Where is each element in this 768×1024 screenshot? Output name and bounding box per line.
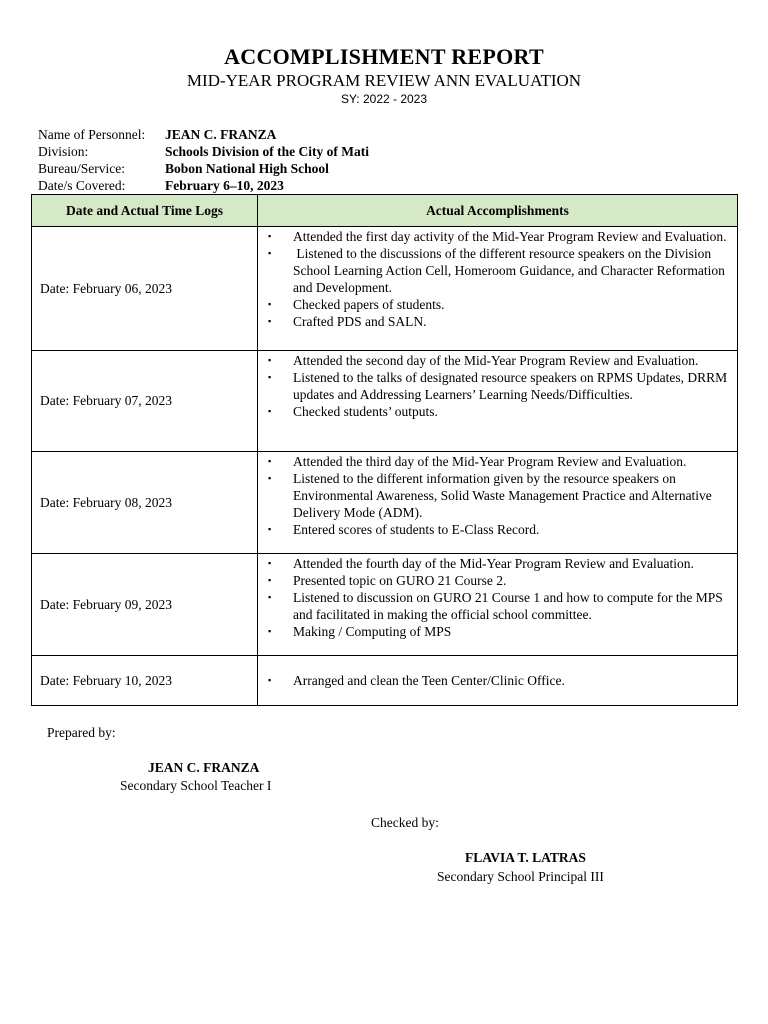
checked-by-name: FLAVIA T. LATRAS — [465, 850, 586, 865]
info-label: Bureau/Service: — [38, 161, 125, 176]
info-label: Division: — [38, 144, 89, 159]
info-row-bureau — [38, 160, 369, 177]
checked-by-label: Checked by: — [371, 815, 439, 830]
info-label: Date/s Covered: — [38, 178, 126, 193]
accomplishment-list — [268, 352, 731, 420]
list-item — [268, 572, 731, 589]
accomplishment-list — [268, 555, 731, 640]
personnel-info — [38, 126, 369, 194]
report-title: ACCOMPLISHMENT REPORT — [224, 44, 544, 69]
bullet-icon: ▪ — [268, 316, 272, 326]
info-row-name — [38, 126, 369, 143]
checked-by-position: Secondary School Principal III — [437, 869, 604, 884]
accomplishment-list — [268, 228, 731, 330]
row-accomplishments — [258, 351, 738, 452]
list-item — [268, 589, 731, 623]
list-item — [268, 623, 731, 640]
list-item-text: Crafted PDS and SALN. — [293, 314, 427, 329]
header-date-logs: Date and Actual Time Logs — [32, 195, 258, 227]
bullet-icon: ▪ — [268, 248, 272, 258]
list-item-text: Checked students’ outputs. — [293, 404, 438, 419]
row-date: Date: February 07, 2023 — [32, 351, 258, 452]
list-item — [268, 453, 731, 470]
accomplishment-table — [31, 194, 738, 706]
prepared-by-label: Prepared by: — [47, 725, 116, 740]
table-row — [32, 554, 738, 656]
bullet-icon: ▪ — [268, 456, 272, 466]
list-item-text: Listened to discussion on GURO 21 Course 1 and how to compute for the MPS and facilitated in making the official school committee. — [293, 590, 727, 622]
info-value: JEAN C. FRANZA — [165, 127, 277, 142]
bullet-icon: ▪ — [268, 355, 272, 365]
accomplishment-list — [268, 672, 731, 689]
bullet-icon: ▪ — [268, 558, 272, 568]
bullet-icon: ▪ — [268, 592, 272, 602]
bullet-icon: ▪ — [268, 626, 272, 636]
prepared-by-position: Secondary School Teacher I — [120, 778, 272, 793]
list-item-text: Making / Computing of MPS — [293, 624, 452, 639]
list-item — [268, 672, 731, 689]
header-accomplishments: Actual Accomplishments — [258, 195, 738, 227]
bullet-icon: ▪ — [268, 406, 272, 416]
list-item — [268, 369, 731, 403]
list-item-text: Attended the first day activity of the Mid-Year Program Review and Evaluation. — [293, 229, 727, 244]
table-row — [32, 656, 738, 706]
list-item — [268, 403, 731, 420]
list-item-text: Arranged and clean the Teen Center/Clinic Office. — [293, 673, 565, 688]
bullet-icon: ▪ — [268, 524, 272, 534]
bullet-icon: ▪ — [268, 299, 272, 309]
info-row-dates — [38, 177, 369, 194]
table-row — [32, 227, 738, 351]
row-accomplishments — [258, 554, 738, 656]
info-value: Schools Division of the City of Mati — [165, 144, 369, 159]
list-item-text: Attended the fourth day of the Mid-Year Program Review and Evaluation. — [293, 556, 694, 571]
table-row — [32, 351, 738, 452]
list-item-text: Checked papers of students. — [293, 297, 445, 312]
table-body — [32, 227, 738, 706]
row-accomplishments — [258, 452, 738, 554]
info-value: Bobon National High School — [165, 161, 329, 176]
list-item-text: Attended the second day of the Mid-Year Program Review and Evaluation. — [293, 353, 699, 368]
bullet-icon: ▪ — [268, 675, 272, 685]
row-date: Date: February 09, 2023 — [32, 554, 258, 656]
row-accomplishments — [258, 227, 738, 351]
info-row-division — [38, 143, 369, 160]
row-accomplishments — [258, 656, 738, 706]
table-row — [32, 452, 738, 554]
report-subtitle: MID-YEAR PROGRAM REVIEW ANN EVALUATION — [186, 71, 582, 90]
info-label: Name of Personnel: — [38, 127, 146, 142]
bullet-icon: ▪ — [268, 473, 272, 483]
list-item — [268, 555, 731, 572]
list-item — [268, 228, 731, 245]
row-date: Date: February 10, 2023 — [32, 656, 258, 706]
list-item — [268, 352, 731, 369]
list-item-text: Listened to the different information given by the resource speakers on Environmental Awareness, Solid Waste Management Practice and Alternative Delivery Mode (ADM). — [293, 471, 716, 520]
list-item-text: Listened to the discussions of the different resource speakers on the Division School Learning Action Cell, Homeroom Guidance, and Character Reformation and Development. — [293, 246, 729, 295]
bullet-icon: ▪ — [268, 231, 272, 241]
list-item — [268, 245, 731, 296]
bullet-icon: ▪ — [268, 575, 272, 585]
info-value: February 6–10, 2023 — [165, 178, 284, 193]
row-date: Date: February 06, 2023 — [32, 227, 258, 351]
list-item — [268, 470, 731, 521]
prepared-by-name: JEAN C. FRANZA — [148, 760, 260, 775]
list-item-text: Presented topic on GURO 21 Course 2. — [293, 573, 507, 588]
list-item — [268, 313, 731, 330]
table-header-row — [32, 195, 738, 227]
accomplishment-list — [268, 453, 731, 538]
list-item-text: Attended the third day of the Mid-Year Program Review and Evaluation. — [293, 454, 687, 469]
list-item-text: Entered scores of students to E-Class Record. — [293, 522, 540, 537]
school-year: SY: 2022 - 2023 — [340, 92, 428, 106]
list-item — [268, 296, 731, 313]
row-date: Date: February 08, 2023 — [32, 452, 258, 554]
bullet-icon: ▪ — [268, 372, 272, 382]
list-item-text: Listened to the talks of designated resource speakers on RPMS Updates, DRRM updates and Addressing Learners’ Learning Needs/Difficulties. — [293, 370, 731, 402]
list-item — [268, 521, 731, 538]
